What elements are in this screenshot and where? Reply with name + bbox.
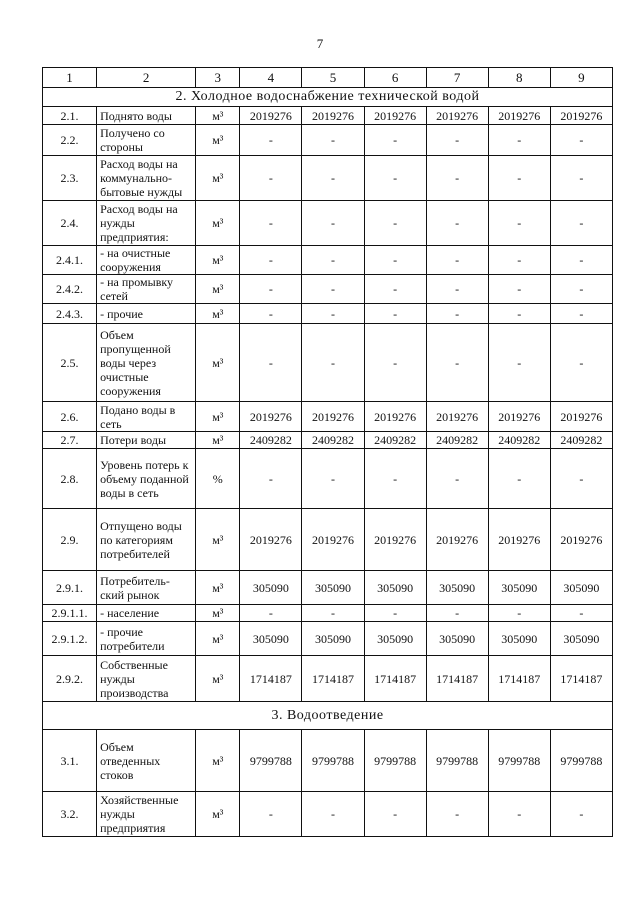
value-cell: - <box>240 304 302 324</box>
value-cell: - <box>550 605 612 622</box>
value-cell: - <box>488 275 550 304</box>
unit: м³ <box>196 125 240 156</box>
value-cell: - <box>364 201 426 246</box>
value-cell: - <box>488 246 550 275</box>
value-cell: - <box>488 449 550 509</box>
row-number: 2.1. <box>43 107 97 125</box>
unit: м³ <box>196 622 240 656</box>
unit: м³ <box>196 156 240 201</box>
value-cell: - <box>240 275 302 304</box>
value-cell: - <box>364 156 426 201</box>
indicator-name: Получено со стороны <box>97 125 196 156</box>
row-number: 2.9.1. <box>43 571 97 605</box>
indicator-name: - население <box>97 605 196 622</box>
value-cell: 2409282 <box>240 432 302 449</box>
value-cell: 2019276 <box>426 509 488 571</box>
row-number: 2.4.2. <box>43 275 97 304</box>
unit: м³ <box>196 509 240 571</box>
value-cell: 2409282 <box>302 432 364 449</box>
row-number: 2.3. <box>43 156 97 201</box>
value-cell: 2019276 <box>302 509 364 571</box>
value-cell: - <box>302 792 364 837</box>
value-cell: 305090 <box>426 571 488 605</box>
value-cell: - <box>426 246 488 275</box>
table-row <box>43 125 613 156</box>
indicator-name: Подано воды в сеть <box>97 402 196 432</box>
indicator-name: - прочие потребители <box>97 622 196 656</box>
value-cell: 305090 <box>488 571 550 605</box>
value-cell: - <box>364 304 426 324</box>
value-cell: - <box>488 125 550 156</box>
value-cell: 1714187 <box>488 656 550 702</box>
row-number: 2.9.2. <box>43 656 97 702</box>
row-number: 2.4.3. <box>43 304 97 324</box>
header-cell: 9 <box>550 68 612 88</box>
value-cell: - <box>364 605 426 622</box>
table-row <box>43 730 613 792</box>
value-cell: - <box>550 246 612 275</box>
value-cell: 305090 <box>364 622 426 656</box>
indicator-name: Потребитель-ский рынок <box>97 571 196 605</box>
table-row <box>43 402 613 432</box>
value-cell: 9799788 <box>426 730 488 792</box>
value-cell: - <box>550 792 612 837</box>
value-cell: 9799788 <box>364 730 426 792</box>
indicator-name: Потери воды <box>97 432 196 449</box>
value-cell: 305090 <box>364 571 426 605</box>
value-cell: - <box>550 275 612 304</box>
value-cell: 2019276 <box>364 509 426 571</box>
value-cell: 9799788 <box>302 730 364 792</box>
value-cell: 305090 <box>488 622 550 656</box>
value-cell: - <box>302 605 364 622</box>
unit: м³ <box>196 792 240 837</box>
value-cell: - <box>302 449 364 509</box>
header-cell: 3 <box>196 68 240 88</box>
value-cell: - <box>426 156 488 201</box>
value-cell: 305090 <box>240 571 302 605</box>
row-number: 2.7. <box>43 432 97 449</box>
value-cell: - <box>364 792 426 837</box>
value-cell: - <box>550 449 612 509</box>
value-cell: - <box>426 449 488 509</box>
header-cell: 7 <box>426 68 488 88</box>
value-cell: 305090 <box>240 622 302 656</box>
indicator-name: - на промывку сетей <box>97 275 196 304</box>
unit: м³ <box>196 605 240 622</box>
value-cell: - <box>426 304 488 324</box>
value-cell: - <box>488 792 550 837</box>
unit: м³ <box>196 571 240 605</box>
value-cell: 2409282 <box>364 432 426 449</box>
value-cell: 2019276 <box>240 509 302 571</box>
value-cell: - <box>240 201 302 246</box>
value-cell: 2019276 <box>550 402 612 432</box>
value-cell: - <box>550 125 612 156</box>
indicator-name: Объем отведенных стоков <box>97 730 196 792</box>
value-cell: - <box>426 201 488 246</box>
indicator-name: Поднято воды <box>97 107 196 125</box>
header-cell: 4 <box>240 68 302 88</box>
table-row <box>43 107 613 125</box>
unit: м³ <box>196 107 240 125</box>
value-cell: - <box>488 605 550 622</box>
value-cell: - <box>488 201 550 246</box>
value-cell: - <box>364 246 426 275</box>
unit: м³ <box>196 730 240 792</box>
indicator-name: Расход воды на коммунально-бытовые нужды <box>97 156 196 201</box>
value-cell: - <box>302 304 364 324</box>
value-cell: 305090 <box>550 571 612 605</box>
value-cell: - <box>426 324 488 402</box>
header-cell: 5 <box>302 68 364 88</box>
value-cell: 305090 <box>426 622 488 656</box>
header-cell: 1 <box>43 68 97 88</box>
value-cell: - <box>550 201 612 246</box>
indicator-name: Объем пропущенной воды через очистные сооружения <box>97 324 196 402</box>
value-cell: - <box>364 449 426 509</box>
header-cell: 6 <box>364 68 426 88</box>
table-row <box>43 275 613 304</box>
value-cell: - <box>426 792 488 837</box>
table-row <box>43 656 613 702</box>
value-cell: - <box>240 605 302 622</box>
value-cell: - <box>302 275 364 304</box>
table-row <box>43 304 613 324</box>
indicator-name: Собственные нужды производства <box>97 656 196 702</box>
value-cell: 1714187 <box>550 656 612 702</box>
table-row <box>43 605 613 622</box>
unit: м³ <box>196 402 240 432</box>
table-row <box>43 622 613 656</box>
section-row <box>43 702 613 730</box>
value-cell: 1714187 <box>240 656 302 702</box>
value-cell: - <box>240 125 302 156</box>
value-cell: - <box>426 125 488 156</box>
row-number: 2.9. <box>43 509 97 571</box>
value-cell: - <box>302 156 364 201</box>
value-cell: 2019276 <box>488 107 550 125</box>
value-cell: - <box>550 304 612 324</box>
unit: м³ <box>196 656 240 702</box>
value-cell: - <box>240 156 302 201</box>
value-cell: 2019276 <box>426 402 488 432</box>
unit: м³ <box>196 324 240 402</box>
value-cell: 9799788 <box>240 730 302 792</box>
row-number: 3.2. <box>43 792 97 837</box>
value-cell: 2019276 <box>302 402 364 432</box>
row-number: 3.1. <box>43 730 97 792</box>
section-title: 3. Водоотведение <box>43 702 613 730</box>
value-cell: - <box>550 324 612 402</box>
table-row <box>43 201 613 246</box>
table-row <box>43 509 613 571</box>
value-cell: - <box>302 324 364 402</box>
value-cell: 2409282 <box>426 432 488 449</box>
indicator-name: - прочие <box>97 304 196 324</box>
row-number: 2.4. <box>43 201 97 246</box>
row-number: 2.4.1. <box>43 246 97 275</box>
value-cell: 2019276 <box>488 509 550 571</box>
row-number: 2.2. <box>43 125 97 156</box>
value-cell: - <box>426 275 488 304</box>
value-cell: 2019276 <box>550 107 612 125</box>
row-number: 2.6. <box>43 402 97 432</box>
value-cell: 2019276 <box>240 107 302 125</box>
value-cell: 1714187 <box>364 656 426 702</box>
value-cell: - <box>364 125 426 156</box>
value-cell: 2409282 <box>488 432 550 449</box>
value-cell: 2019276 <box>426 107 488 125</box>
value-cell: - <box>302 125 364 156</box>
value-cell: - <box>488 304 550 324</box>
indicator-name: Хозяйственные нужды предприятия <box>97 792 196 837</box>
value-cell: 2019276 <box>488 402 550 432</box>
value-cell: 1714187 <box>426 656 488 702</box>
row-number: 2.5. <box>43 324 97 402</box>
value-cell: - <box>302 246 364 275</box>
table-row <box>43 449 613 509</box>
header-row <box>43 68 613 88</box>
table-row <box>43 792 613 837</box>
value-cell: - <box>550 156 612 201</box>
value-cell: - <box>488 156 550 201</box>
table-row <box>43 156 613 201</box>
unit: % <box>196 449 240 509</box>
header-cell: 2 <box>97 68 196 88</box>
section-row <box>43 88 613 107</box>
value-cell: 2019276 <box>302 107 364 125</box>
unit: м³ <box>196 201 240 246</box>
value-cell: 2409282 <box>550 432 612 449</box>
value-cell: 2019276 <box>364 402 426 432</box>
value-cell: 305090 <box>550 622 612 656</box>
value-cell: 2019276 <box>240 402 302 432</box>
table-row <box>43 246 613 275</box>
indicator-name: Отпущено воды по категориям потребителей <box>97 509 196 571</box>
value-cell: - <box>364 324 426 402</box>
value-cell: 2019276 <box>364 107 426 125</box>
value-cell: - <box>240 449 302 509</box>
value-cell: - <box>240 324 302 402</box>
unit: м³ <box>196 432 240 449</box>
value-cell: - <box>240 792 302 837</box>
value-cell: - <box>426 605 488 622</box>
unit: м³ <box>196 275 240 304</box>
unit: м³ <box>196 246 240 275</box>
indicator-name: Уровень потерь к объему поданной воды в сеть <box>97 449 196 509</box>
table-row <box>43 432 613 449</box>
value-cell: 305090 <box>302 622 364 656</box>
table-row <box>43 324 613 402</box>
indicator-name: Расход воды на нужды предприятия: <box>97 201 196 246</box>
value-cell: - <box>240 246 302 275</box>
value-cell: 9799788 <box>488 730 550 792</box>
value-cell: - <box>488 324 550 402</box>
data-table <box>42 67 613 837</box>
row-number: 2.9.1.2. <box>43 622 97 656</box>
page-number: 7 <box>316 36 324 51</box>
value-cell: 2019276 <box>550 509 612 571</box>
value-cell: 305090 <box>302 571 364 605</box>
unit: м³ <box>196 304 240 324</box>
table-row <box>43 571 613 605</box>
section-title: 2. Холодное водоснабжение технической водой <box>43 88 613 107</box>
row-number: 2.8. <box>43 449 97 509</box>
header-cell: 8 <box>488 68 550 88</box>
value-cell: 1714187 <box>302 656 364 702</box>
value-cell: 9799788 <box>550 730 612 792</box>
value-cell: - <box>364 275 426 304</box>
indicator-name: - на очистные сооружения <box>97 246 196 275</box>
value-cell: - <box>302 201 364 246</box>
row-number: 2.9.1.1. <box>43 605 97 622</box>
